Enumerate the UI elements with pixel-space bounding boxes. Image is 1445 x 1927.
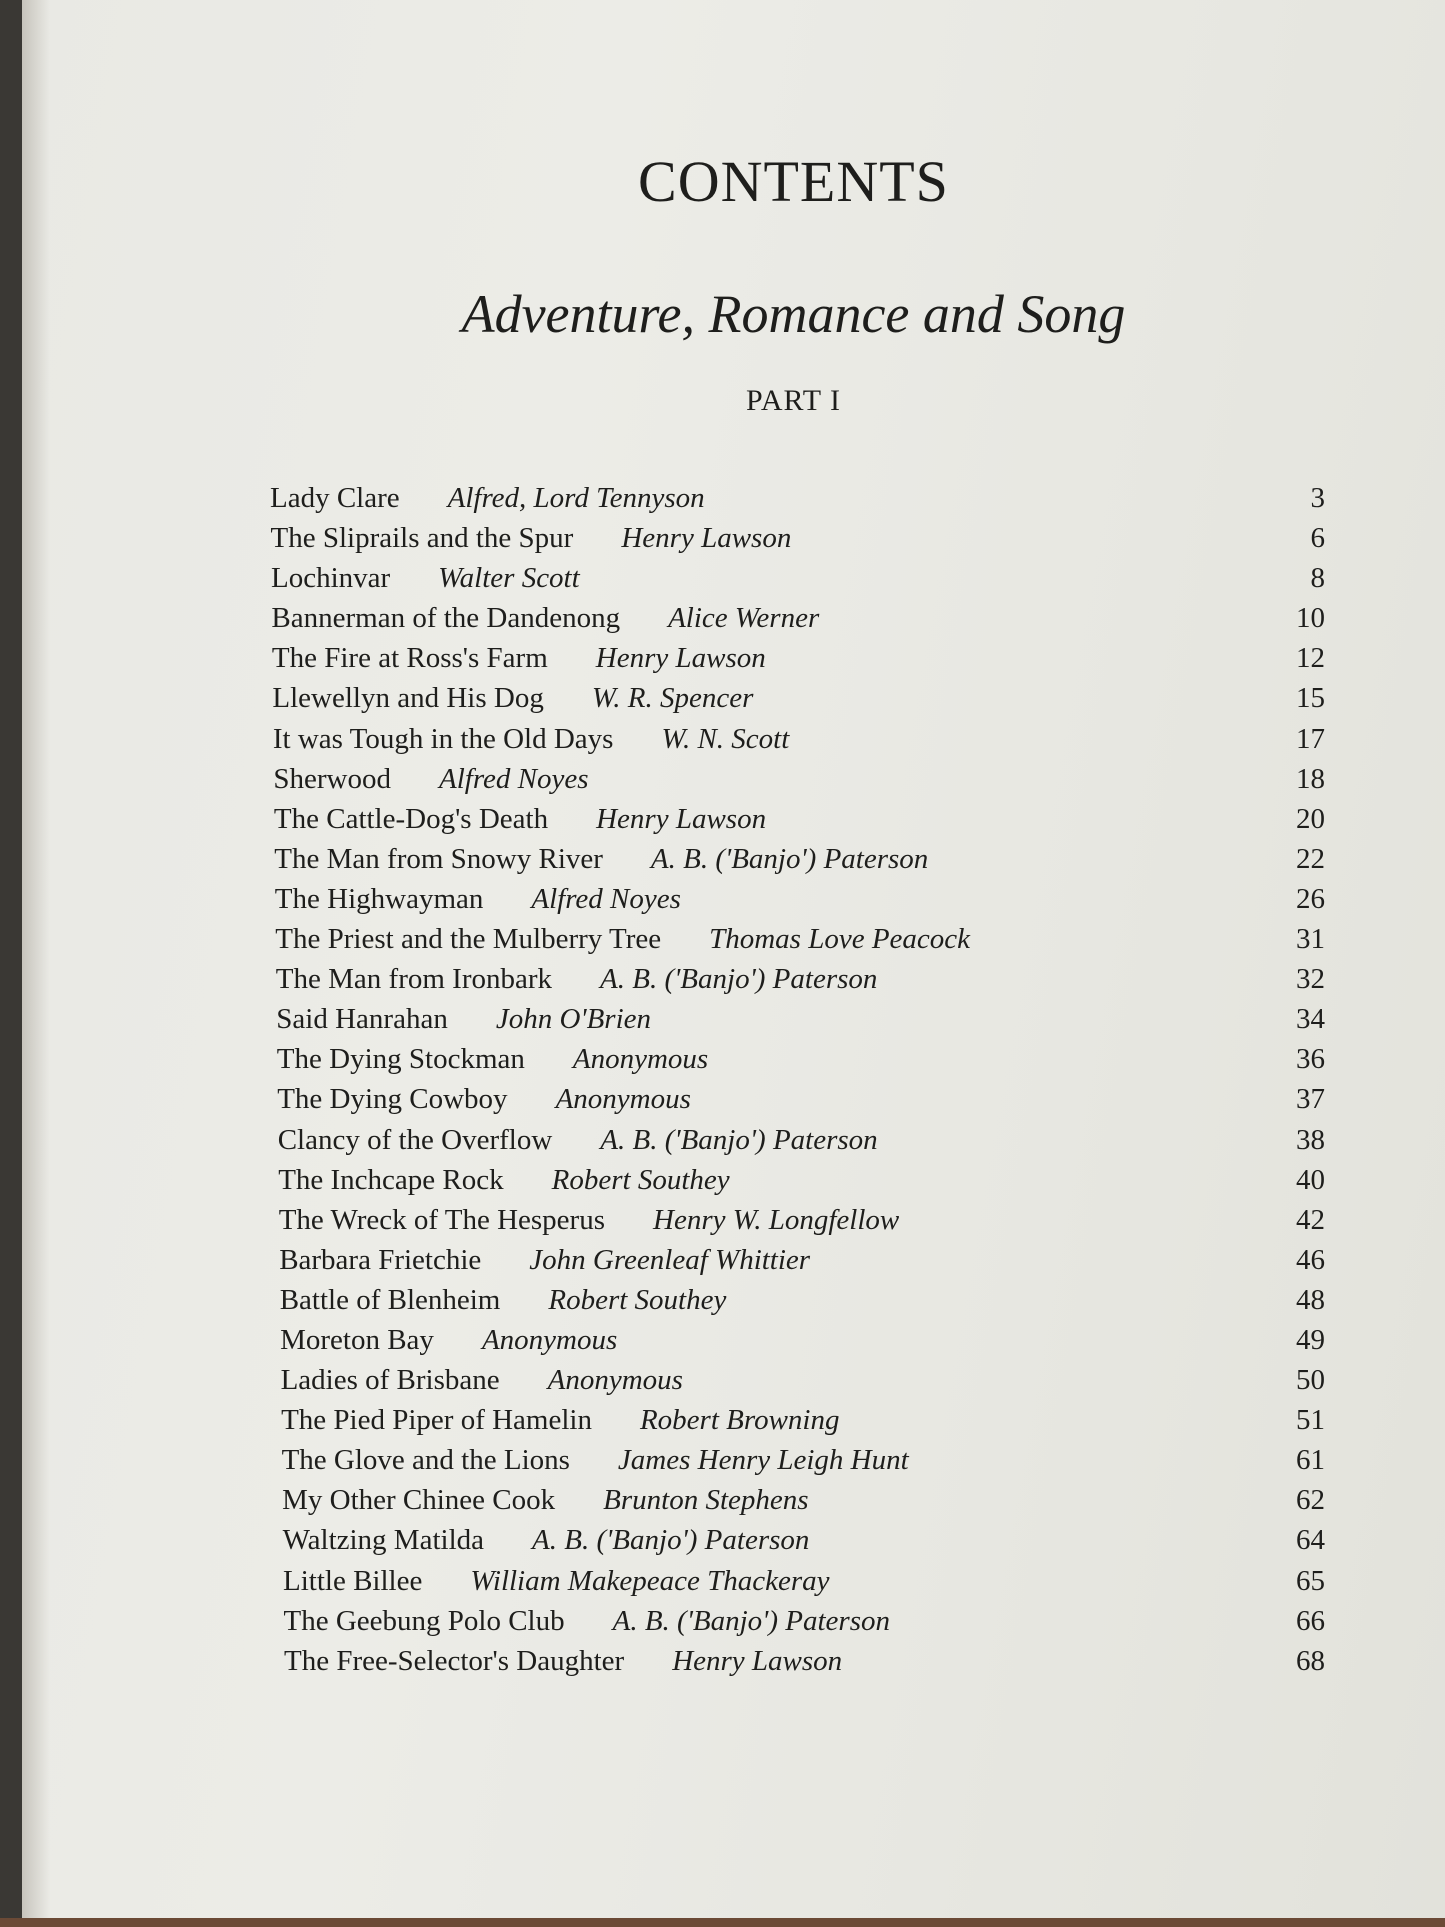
page-number: 15 bbox=[1296, 682, 1325, 715]
poem-author: Thomas Love Peacock bbox=[709, 923, 971, 956]
poem-title: The Glove and the Lions bbox=[281, 1444, 570, 1477]
poem-author: Alfred Noyes bbox=[531, 882, 681, 915]
toc-entry bbox=[22, 518, 1445, 558]
poem-author: Henry Lawson bbox=[672, 1644, 843, 1677]
poem-author: Robert Browning bbox=[639, 1404, 840, 1437]
poem-title: The Free-Selector's Daughter bbox=[284, 1644, 625, 1677]
contents-list bbox=[22, 478, 1445, 1681]
contents-heading: CONTENTS bbox=[638, 149, 949, 214]
poem-title: Llewellyn and His Dog bbox=[272, 682, 544, 715]
toc-entry bbox=[22, 1601, 1445, 1641]
page-number: 31 bbox=[1296, 923, 1325, 956]
section-title: Adventure, Romance and Song bbox=[461, 284, 1126, 344]
poem-author: Henry Lawson bbox=[621, 522, 792, 555]
toc-entry bbox=[22, 1160, 1445, 1200]
poem-title: The Cattle-Dog's Death bbox=[273, 802, 549, 835]
page-number: 50 bbox=[1296, 1364, 1325, 1397]
poem-title: Little Billee bbox=[283, 1564, 423, 1597]
page-number: 37 bbox=[1296, 1083, 1325, 1116]
page-number: 38 bbox=[1296, 1123, 1325, 1156]
page-number: 68 bbox=[1296, 1644, 1325, 1677]
poem-author: Robert Southey bbox=[548, 1283, 727, 1316]
poem-author: William Makepeace Thackeray bbox=[470, 1564, 830, 1597]
toc-entry bbox=[22, 478, 1445, 518]
page-number: 36 bbox=[1296, 1043, 1325, 1076]
page-number: 49 bbox=[1296, 1323, 1325, 1356]
poem-author: A. B. ('Banjo') Paterson bbox=[600, 963, 878, 996]
toc-entry bbox=[22, 719, 1445, 759]
poem-title: My Other Chinee Cook bbox=[282, 1484, 556, 1517]
page-number: 51 bbox=[1296, 1404, 1325, 1437]
poem-author: W. N. Scott bbox=[661, 722, 790, 755]
toc-entry bbox=[22, 919, 1445, 959]
poem-title: The Wreck of The Hesperus bbox=[278, 1203, 605, 1236]
poem-title: Lady Clare bbox=[270, 482, 400, 514]
poem-title: Battle of Blenheim bbox=[279, 1283, 501, 1316]
poem-author: W. R. Spencer bbox=[591, 682, 754, 715]
page-number: 61 bbox=[1296, 1444, 1325, 1477]
toc-entry bbox=[22, 1520, 1445, 1560]
poem-author: Anonymous bbox=[555, 1083, 691, 1116]
poem-title: Clancy of the Overflow bbox=[277, 1123, 553, 1156]
poem-author: John O'Brien bbox=[495, 1003, 652, 1036]
poem-author: Anonymous bbox=[547, 1364, 683, 1397]
page-number: 48 bbox=[1296, 1283, 1325, 1316]
toc-entry bbox=[22, 1280, 1445, 1320]
poem-title: Bannerman of the Dandenong bbox=[271, 602, 621, 635]
part-label: PART I bbox=[745, 384, 842, 417]
page-number: 18 bbox=[1296, 762, 1325, 795]
poem-title: Barbara Frietchie bbox=[279, 1243, 482, 1276]
toc-entry bbox=[22, 558, 1445, 598]
poem-title: The Dying Cowboy bbox=[277, 1083, 508, 1116]
poem-title: The Man from Ironbark bbox=[275, 963, 553, 996]
poem-title: Sherwood bbox=[273, 762, 391, 795]
poem-author: A. B. ('Banjo') Paterson bbox=[532, 1524, 810, 1557]
poem-title: The Sliprails and the Spur bbox=[270, 522, 574, 555]
toc-entry bbox=[22, 598, 1445, 638]
toc-entry bbox=[22, 1120, 1445, 1160]
page-number: 12 bbox=[1296, 642, 1325, 675]
poem-author: Walter Scott bbox=[438, 562, 580, 595]
toc-entry bbox=[22, 1480, 1445, 1520]
poem-author: Henry W. Longfellow bbox=[653, 1203, 900, 1236]
page-number: 17 bbox=[1296, 722, 1325, 755]
toc-entry bbox=[22, 1360, 1445, 1400]
poem-author: Alfred Noyes bbox=[439, 762, 589, 795]
poem-author: Brunton Stephens bbox=[603, 1484, 809, 1517]
page-number: 42 bbox=[1296, 1203, 1325, 1236]
poem-title: The Geebung Polo Club bbox=[283, 1604, 565, 1637]
toc-entry bbox=[22, 1561, 1445, 1601]
page-number: 32 bbox=[1296, 963, 1325, 996]
poem-author: John Greenleaf Whittier bbox=[529, 1243, 811, 1276]
poem-author: James Henry Leigh Hunt bbox=[617, 1444, 909, 1477]
toc-entry bbox=[22, 1240, 1445, 1280]
poem-author: Alfred, Lord Tennyson bbox=[447, 482, 705, 514]
poem-title: It was Tough in the Old Days bbox=[272, 722, 614, 755]
toc-entry bbox=[22, 1079, 1445, 1119]
poem-title: The Highwayman bbox=[274, 882, 484, 915]
poem-author: Henry Lawson bbox=[595, 642, 766, 675]
poem-title: Lochinvar bbox=[271, 562, 391, 595]
page-number: 34 bbox=[1296, 1003, 1325, 1036]
poem-title: Waltzing Matilda bbox=[282, 1524, 485, 1557]
toc-entry bbox=[22, 959, 1445, 999]
page-number: 46 bbox=[1296, 1243, 1325, 1276]
page-number: 6 bbox=[1310, 522, 1325, 555]
page-number: 65 bbox=[1296, 1564, 1325, 1597]
poem-author: Anonymous bbox=[572, 1043, 709, 1076]
page-number: 62 bbox=[1296, 1484, 1325, 1517]
page-number: 26 bbox=[1296, 882, 1325, 915]
poem-author: A. B. ('Banjo') Paterson bbox=[600, 1123, 878, 1156]
toc-entry bbox=[22, 1641, 1445, 1681]
book-page bbox=[22, 0, 1445, 1918]
poem-title: The Man from Snowy River bbox=[274, 842, 603, 875]
book-edge bbox=[0, 1918, 1445, 1927]
page-number: 64 bbox=[1296, 1524, 1325, 1557]
toc-entry bbox=[22, 999, 1445, 1039]
toc-entry bbox=[22, 638, 1445, 678]
page-number: 8 bbox=[1310, 562, 1325, 595]
poem-author: Henry Lawson bbox=[596, 802, 767, 835]
poem-author: Alice Werner bbox=[668, 602, 820, 635]
poem-title: Moreton Bay bbox=[280, 1323, 434, 1356]
poem-author: Robert Southey bbox=[551, 1163, 730, 1196]
toc-entry bbox=[22, 1039, 1445, 1079]
page-number: 66 bbox=[1296, 1604, 1325, 1637]
toc-entry bbox=[22, 759, 1445, 799]
toc-entry bbox=[22, 1440, 1445, 1480]
poem-author: Anonymous bbox=[481, 1323, 618, 1356]
page-number: 10 bbox=[1296, 602, 1325, 635]
poem-title: Said Hanrahan bbox=[276, 1003, 448, 1036]
poem-author: A. B. ('Banjo') Paterson bbox=[650, 842, 929, 875]
poem-title: The Dying Stockman bbox=[276, 1043, 525, 1076]
page-number: 40 bbox=[1296, 1163, 1325, 1196]
poem-title: The Inchcape Rock bbox=[278, 1163, 504, 1196]
toc-entry bbox=[22, 1200, 1445, 1240]
page-number: 22 bbox=[1296, 842, 1325, 875]
poem-title: The Fire at Ross's Farm bbox=[271, 642, 548, 675]
poem-title: The Pied Piper of Hamelin bbox=[281, 1404, 592, 1437]
poem-title: The Priest and the Mulberry Tree bbox=[275, 923, 662, 956]
page-number: 3 bbox=[1310, 482, 1325, 514]
toc-entry bbox=[22, 1400, 1445, 1440]
page-number: 20 bbox=[1296, 802, 1325, 835]
toc-entry bbox=[22, 879, 1445, 919]
poem-title: Ladies of Brisbane bbox=[280, 1364, 500, 1397]
toc-entry bbox=[22, 678, 1445, 718]
toc-entry bbox=[22, 839, 1445, 879]
poem-author: A. B. ('Banjo') Paterson bbox=[612, 1604, 890, 1637]
toc-entry bbox=[22, 1320, 1445, 1360]
toc-entry bbox=[22, 799, 1445, 839]
